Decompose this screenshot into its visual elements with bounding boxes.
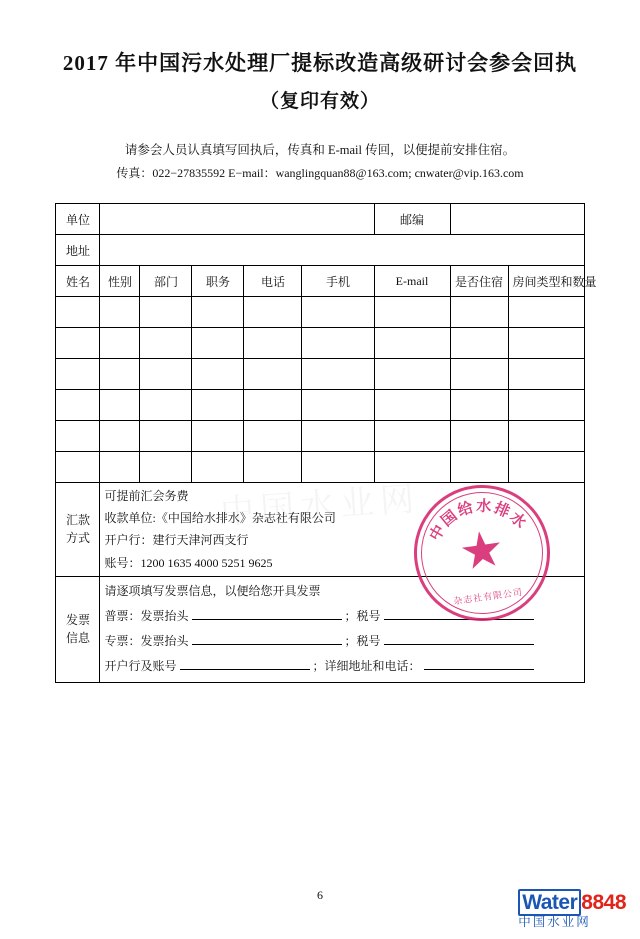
- cell-phone[interactable]: [244, 452, 302, 483]
- document-page: [0, 48, 640, 939]
- column-header-room-type: 房间类型和数量: [508, 266, 584, 297]
- cell-name[interactable]: [56, 421, 100, 452]
- table-row-company: [56, 204, 584, 235]
- cell-room-type[interactable]: [508, 297, 584, 328]
- cell-mobile[interactable]: [302, 390, 374, 421]
- cell-accommodation[interactable]: [450, 421, 508, 452]
- cell-department[interactable]: [140, 421, 192, 452]
- notice-line-1: 请参会人员认真填写回执后，传真和 E-mail 传回，以便提前安排住宿。: [124, 142, 516, 157]
- site-logo: [518, 892, 626, 929]
- table-row: [56, 359, 584, 390]
- cell-accommodation[interactable]: [450, 359, 508, 390]
- cell-email[interactable]: [374, 297, 450, 328]
- payment-line-1: 可提前汇会务费: [104, 489, 189, 504]
- cell-email[interactable]: [374, 328, 450, 359]
- column-header-mobile: 手机: [302, 266, 374, 297]
- table-row-address: [56, 235, 584, 266]
- cell-room-type[interactable]: [508, 328, 584, 359]
- cell-position[interactable]: [192, 421, 244, 452]
- svg-text:中国给水排水: [422, 490, 532, 546]
- cell-position[interactable]: [192, 390, 244, 421]
- cell-position[interactable]: [192, 452, 244, 483]
- label-address: 地址: [56, 235, 100, 266]
- table-row: [56, 390, 584, 421]
- field-company[interactable]: [100, 204, 374, 235]
- invoice-bank-mid: ；详细地址和电话：: [312, 659, 421, 674]
- cell-room-type[interactable]: [508, 421, 584, 452]
- label-company: 单位: [56, 204, 100, 235]
- cell-email[interactable]: [374, 359, 450, 390]
- label-invoice-line-1: 发票: [65, 613, 90, 628]
- cell-mobile[interactable]: [302, 328, 374, 359]
- cell-name[interactable]: [56, 359, 100, 390]
- logo-cn-text: 中国水业网: [518, 914, 591, 929]
- invoice-bank-line[interactable]: [180, 657, 310, 670]
- field-postcode[interactable]: [450, 204, 584, 235]
- notice-line-2: 传真：022−27835592 E−mail：wanglingquan88@163.com; cnwater@vip.163.com: [116, 166, 524, 181]
- invoice-address-phone-line[interactable]: [424, 657, 534, 670]
- company-seal-stamp: [405, 476, 559, 630]
- cell-email[interactable]: [374, 421, 450, 452]
- column-header-name: 姓名: [56, 266, 100, 297]
- invoice-bank-prefix: 开户行及账号: [104, 659, 177, 674]
- field-address[interactable]: [100, 235, 584, 266]
- table-header-row: [56, 266, 584, 297]
- payment-line-4: 账号：1200 1635 4000 5251 9625: [104, 555, 273, 570]
- cell-department[interactable]: [140, 328, 192, 359]
- invoice-normal-title-line[interactable]: [192, 607, 342, 620]
- page-subtitle: （复印有效）: [259, 90, 380, 112]
- cell-name[interactable]: [56, 297, 100, 328]
- page-title: 2017 年中国污水处理厂提标改造高级研讨会参会回执: [62, 51, 578, 75]
- cell-email[interactable]: [374, 390, 450, 421]
- table-row: [56, 328, 584, 359]
- label-invoice-line-2: 信息: [65, 631, 90, 646]
- invoice-special-mid: ；税号: [344, 634, 381, 649]
- cell-room-type[interactable]: [508, 452, 584, 483]
- page-number: 6: [317, 888, 323, 902]
- notice-block: [0, 139, 640, 186]
- payment-line-2: 收款单位:《中国给水排水》杂志社有限公司: [104, 511, 336, 526]
- cell-position[interactable]: [192, 328, 244, 359]
- cell-name[interactable]: [56, 452, 100, 483]
- cell-mobile[interactable]: [302, 359, 374, 390]
- registration-form-table: [55, 203, 597, 683]
- invoice-row-bank[interactable]: [104, 654, 579, 679]
- column-header-position: 职务: [192, 266, 244, 297]
- cell-department[interactable]: [140, 452, 192, 483]
- cell-position[interactable]: [192, 359, 244, 390]
- seal-bottom-text: 杂志社有限公司: [452, 587, 524, 607]
- table-row-payment: [56, 483, 584, 577]
- invoice-normal-prefix: 普票：发票抬头: [104, 608, 189, 623]
- seal-arc-text: 中国给水排水: [426, 498, 530, 544]
- cell-accommodation[interactable]: [450, 328, 508, 359]
- cell-accommodation[interactable]: [450, 297, 508, 328]
- invoice-intro: 请逐项填写发票信息，以便给您开具发票: [104, 583, 321, 598]
- cell-gender[interactable]: [100, 421, 140, 452]
- logo-water-text: Water: [518, 889, 581, 916]
- cell-phone[interactable]: [244, 421, 302, 452]
- column-header-gender: 性别: [100, 266, 140, 297]
- label-payment-line-1: 汇款: [65, 513, 90, 528]
- cell-accommodation[interactable]: [450, 390, 508, 421]
- column-header-phone: 电话: [244, 266, 302, 297]
- cell-gender[interactable]: [100, 297, 140, 328]
- cell-mobile[interactable]: [302, 421, 374, 452]
- invoice-row-special[interactable]: [104, 629, 579, 654]
- cell-room-type[interactable]: [508, 359, 584, 390]
- cell-mobile[interactable]: [302, 297, 374, 328]
- cell-gender[interactable]: [100, 390, 140, 421]
- cell-department[interactable]: [140, 359, 192, 390]
- cell-phone[interactable]: [244, 359, 302, 390]
- cell-name[interactable]: [56, 328, 100, 359]
- cell-department[interactable]: [140, 297, 192, 328]
- cell-mobile[interactable]: [302, 452, 374, 483]
- column-header-email: E-mail: [374, 266, 450, 297]
- cell-gender[interactable]: [100, 359, 140, 390]
- label-payment-line-2: 方式: [65, 531, 90, 546]
- invoice-special-tax-line[interactable]: [384, 632, 534, 645]
- table-row: [56, 452, 584, 483]
- cell-accommodation[interactable]: [450, 452, 508, 483]
- cell-phone[interactable]: [244, 328, 302, 359]
- label-invoice-info: [56, 576, 100, 682]
- label-postcode: 邮编: [374, 204, 450, 235]
- table-row: [56, 297, 584, 328]
- cell-phone[interactable]: [244, 390, 302, 421]
- cell-room-type[interactable]: [508, 390, 584, 421]
- logo-brand-line: [518, 892, 626, 914]
- cell-gender[interactable]: [100, 328, 140, 359]
- cell-department[interactable]: [140, 390, 192, 421]
- invoice-special-prefix: 专票：发票抬头: [104, 634, 189, 649]
- column-header-department: 部门: [140, 266, 192, 297]
- cell-name[interactable]: [56, 390, 100, 421]
- table-row: [56, 421, 584, 452]
- cell-position[interactable]: [192, 297, 244, 328]
- cell-gender[interactable]: [100, 452, 140, 483]
- invoice-special-title-line[interactable]: [192, 632, 342, 645]
- cell-phone[interactable]: [244, 297, 302, 328]
- payment-line-3: 开户行：建行天津河西支行: [104, 533, 249, 548]
- label-payment-method: [56, 483, 100, 577]
- column-header-accommodation: 是否住宿: [450, 266, 508, 297]
- logo-number-text: 8848: [581, 890, 626, 914]
- cell-email[interactable]: [374, 452, 450, 483]
- invoice-normal-mid: ；税号: [344, 608, 381, 623]
